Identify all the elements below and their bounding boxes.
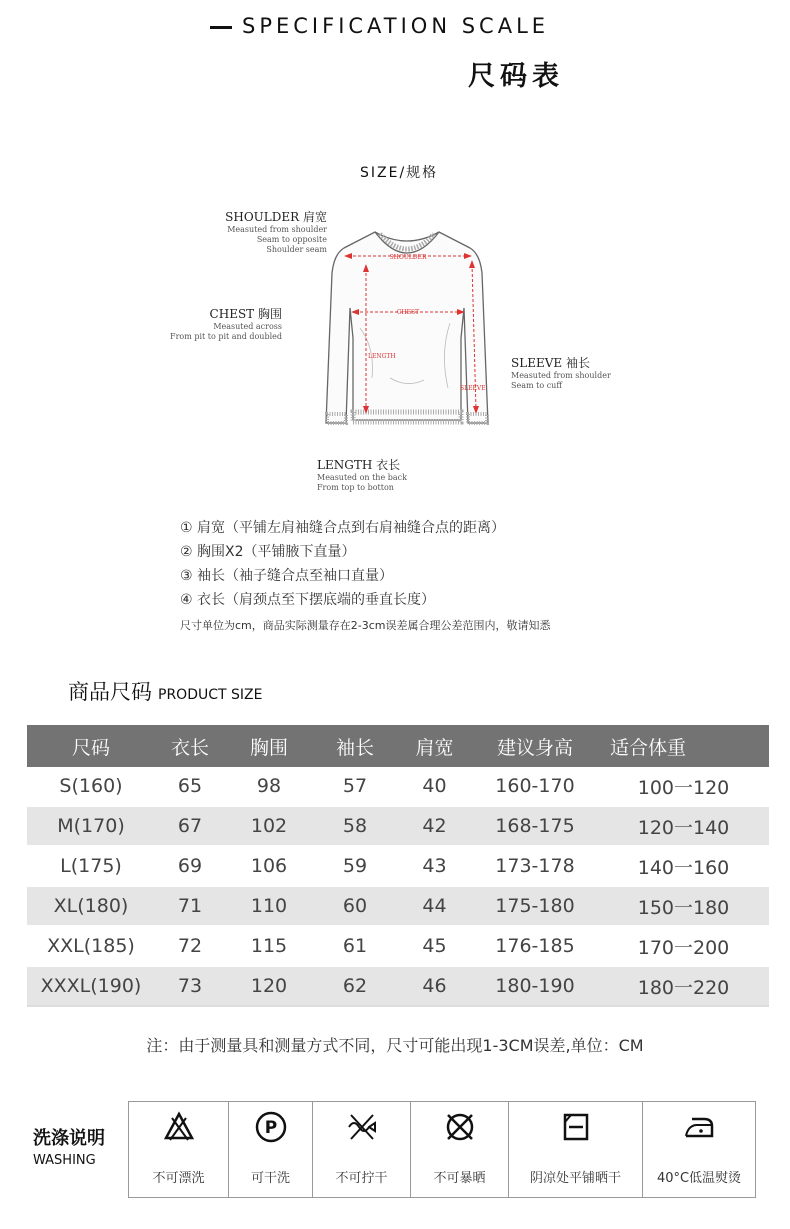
product-size-title: 商品尺码 PRODUCT SIZE bbox=[68, 680, 263, 704]
header-cell: 适合体重 bbox=[598, 725, 769, 767]
dry-clean-icon bbox=[254, 1110, 288, 1144]
wash-label: 不可拧干 bbox=[313, 1156, 411, 1198]
wash-label: 40°C低温熨烫 bbox=[643, 1156, 756, 1198]
table-cell: 40 bbox=[397, 767, 472, 806]
header-cell: 尺码 bbox=[27, 725, 155, 767]
table-row bbox=[27, 966, 769, 1006]
wash-label: 不可漂洗 bbox=[129, 1156, 229, 1198]
note-item: ③ 袖长（袖子缝合点至袖口直量） bbox=[180, 568, 394, 584]
table-cell: 44 bbox=[397, 886, 472, 926]
note-item: ① 肩宽（平铺左肩袖缝合点到右肩袖缝合点的距离） bbox=[180, 520, 505, 536]
table-cell: M(170) bbox=[27, 806, 155, 846]
washing-title-cn: 洗涤说明 bbox=[33, 1128, 105, 1149]
table-cell: 72 bbox=[155, 926, 225, 966]
sweater-diagram bbox=[170, 200, 620, 500]
table-cell: 73 bbox=[155, 966, 225, 1006]
washing-title-en: WASHING bbox=[33, 1153, 96, 1168]
header-cell: 衣长 bbox=[155, 725, 225, 767]
table-cell: 58 bbox=[313, 806, 397, 846]
no-bleach-icon bbox=[162, 1110, 196, 1144]
header-cell: 袖长 bbox=[313, 725, 397, 767]
table-row bbox=[27, 767, 769, 806]
washing-icons-row bbox=[129, 1102, 756, 1157]
size-heading: SIZE/规格 bbox=[360, 165, 439, 181]
table-cell: 180一220 bbox=[598, 966, 769, 1006]
table-cell: L(175) bbox=[27, 846, 155, 886]
table-cell: 106 bbox=[225, 846, 313, 886]
table-row bbox=[27, 846, 769, 886]
table-cell: XL(180) bbox=[27, 886, 155, 926]
sweater-drawing bbox=[320, 228, 495, 450]
length-label: LENGTH 衣长 Measuted on the back From top to botton bbox=[317, 458, 407, 492]
table-cell: 45 bbox=[397, 926, 472, 966]
low-iron-icon bbox=[682, 1110, 716, 1144]
size-table bbox=[27, 725, 769, 1007]
header-cell: 肩宽 bbox=[397, 725, 472, 767]
note-item: ④ 衣长（肩颈点至下摆底端的垂直长度） bbox=[180, 592, 435, 608]
header-cell: 建议身高 bbox=[472, 725, 598, 767]
table-cell: S(160) bbox=[27, 767, 155, 806]
table-cell: 175-180 bbox=[472, 886, 598, 926]
shoulder-label: SHOULDER 肩宽 Measuted from shoulder Seam to opposite Shoulder seam bbox=[225, 210, 327, 254]
table-cell: 140一160 bbox=[598, 846, 769, 886]
error-note: 注：由于测量具和测量方式不同，尺寸可能出现1-3CM误差,单位：CM bbox=[146, 1036, 644, 1055]
table-cell: 110 bbox=[225, 886, 313, 926]
spec-title-en: SPECIFICATION SCALE bbox=[210, 14, 549, 38]
sleeve-tag: SLEEVE bbox=[460, 385, 486, 392]
table-cell: 62 bbox=[313, 966, 397, 1006]
table-cell: 102 bbox=[225, 806, 313, 846]
table-cell: 100一120 bbox=[598, 767, 769, 806]
svg-text:P: P bbox=[264, 1118, 277, 1138]
table-cell: XXL(185) bbox=[27, 926, 155, 966]
table-cell: 71 bbox=[155, 886, 225, 926]
sleeve-label: SLEEVE 袖长 Measuted from shoulder Seam to cuff bbox=[511, 356, 611, 390]
length-tag: LENGTH bbox=[368, 353, 396, 360]
table-cell: XXXL(190) bbox=[27, 966, 155, 1006]
table-cell: 57 bbox=[313, 767, 397, 806]
wash-label: 可干洗 bbox=[229, 1156, 313, 1198]
table-cell: 59 bbox=[313, 846, 397, 886]
table-cell: 120 bbox=[225, 966, 313, 1006]
washing-table bbox=[128, 1101, 756, 1198]
wash-label: 不可暴晒 bbox=[411, 1156, 509, 1198]
no-sun-dry-icon bbox=[443, 1110, 477, 1144]
washing-labels-row bbox=[129, 1156, 756, 1198]
size-table-header bbox=[27, 725, 769, 767]
measurement-notes bbox=[180, 516, 551, 636]
spec-title-cn: 尺码表 bbox=[468, 61, 564, 92]
table-cell: 46 bbox=[397, 966, 472, 1006]
table-row bbox=[27, 806, 769, 846]
table-cell: 120一140 bbox=[598, 806, 769, 846]
table-cell: 98 bbox=[225, 767, 313, 806]
table-cell: 150一180 bbox=[598, 886, 769, 926]
table-cell: 180-190 bbox=[472, 966, 598, 1006]
table-cell: 160-170 bbox=[472, 767, 598, 806]
table-row bbox=[27, 926, 769, 966]
table-cell: 168-175 bbox=[472, 806, 598, 846]
dry-flat-shade-icon bbox=[559, 1110, 593, 1144]
chest-label: CHEST 胸围 Measuted across From pit to pit and doubled bbox=[170, 307, 282, 341]
table-cell: 65 bbox=[155, 767, 225, 806]
table-cell: 67 bbox=[155, 806, 225, 846]
table-cell: 170一200 bbox=[598, 926, 769, 966]
table-cell: 42 bbox=[397, 806, 472, 846]
table-cell: 115 bbox=[225, 926, 313, 966]
shoulder-tag: SHOULDER bbox=[389, 254, 427, 261]
table-cell: 69 bbox=[155, 846, 225, 886]
unit-disclaimer: 尺寸单位为cm，商品实际测量存在2-3cm误差属合理公差范围内，敬请知悉 bbox=[180, 619, 551, 632]
title-dash bbox=[210, 26, 232, 29]
table-cell: 60 bbox=[313, 886, 397, 926]
table-cell: 173-178 bbox=[472, 846, 598, 886]
no-wring-icon bbox=[345, 1110, 379, 1144]
table-cell: 61 bbox=[313, 926, 397, 966]
table-cell: 43 bbox=[397, 846, 472, 886]
table-row bbox=[27, 886, 769, 926]
chest-tag: CHEST bbox=[396, 309, 420, 316]
header-cell: 胸围 bbox=[225, 725, 313, 767]
wash-label: 阴凉处平铺晒干 bbox=[509, 1156, 643, 1198]
note-item: ② 胸围X2（平铺腋下直量） bbox=[180, 544, 356, 560]
table-cell: 176-185 bbox=[472, 926, 598, 966]
